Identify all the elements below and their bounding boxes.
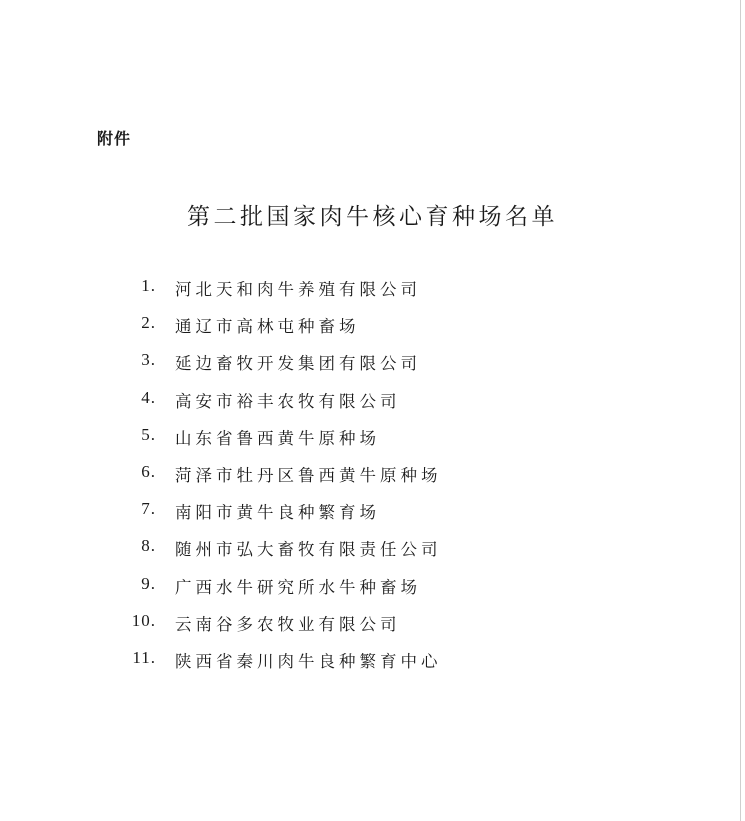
list-item-name: 云南谷多农牧业有限公司 [175, 614, 401, 634]
list-item-name: 随州市弘大畜牧有限责任公司 [175, 540, 442, 560]
list-item [0, 276, 600, 313]
list-item-name: 菏泽市牡丹区鲁西黄牛原种场 [175, 465, 442, 485]
list-item-number: 10. [131, 610, 156, 630]
list-item-number: 6. [141, 461, 156, 481]
list-item [0, 499, 600, 536]
list-item-number: 4. [141, 387, 156, 407]
list-item-name: 延边畜牧开发集团有限公司 [175, 354, 421, 374]
list-item-number: 1. [141, 276, 156, 295]
list-item [0, 425, 600, 462]
list-item-number: 11. [132, 647, 156, 667]
list-item-name: 通辽市高林屯种畜场 [175, 317, 360, 337]
list-item-name: 南阳市黄牛良种繁育场 [175, 503, 380, 523]
list-item-number: 9. [141, 573, 156, 593]
document-title: 第二批国家肉牛核心育种场名单 [187, 204, 558, 230]
list-item [0, 462, 600, 499]
list-item [0, 388, 600, 425]
list-item-name: 山东省鲁西黄牛原种场 [175, 428, 380, 448]
list-item-number: 3. [141, 350, 156, 370]
list-item-name: 广西水牛研究所水牛种畜场 [175, 577, 421, 597]
list-item [0, 574, 600, 611]
list-item-name: 陕西省秦川肉牛良种繁育中心 [175, 651, 442, 671]
list-item [0, 350, 600, 387]
attachment-label: 附件 [97, 129, 132, 148]
page-edge-line [740, 0, 741, 821]
list-item-number: 7. [141, 499, 156, 519]
list-item-number: 5. [141, 424, 156, 444]
list-item-number: 2. [141, 313, 156, 333]
list-item-name: 河北天和肉牛养殖有限公司 [175, 280, 421, 299]
list-item [0, 313, 600, 350]
list-item [0, 536, 600, 573]
farm-list [0, 276, 600, 685]
list-item-name: 高安市裕丰农牧有限公司 [175, 391, 401, 411]
list-item-number: 8. [141, 536, 156, 556]
list-item [0, 611, 600, 648]
list-item [0, 648, 600, 685]
